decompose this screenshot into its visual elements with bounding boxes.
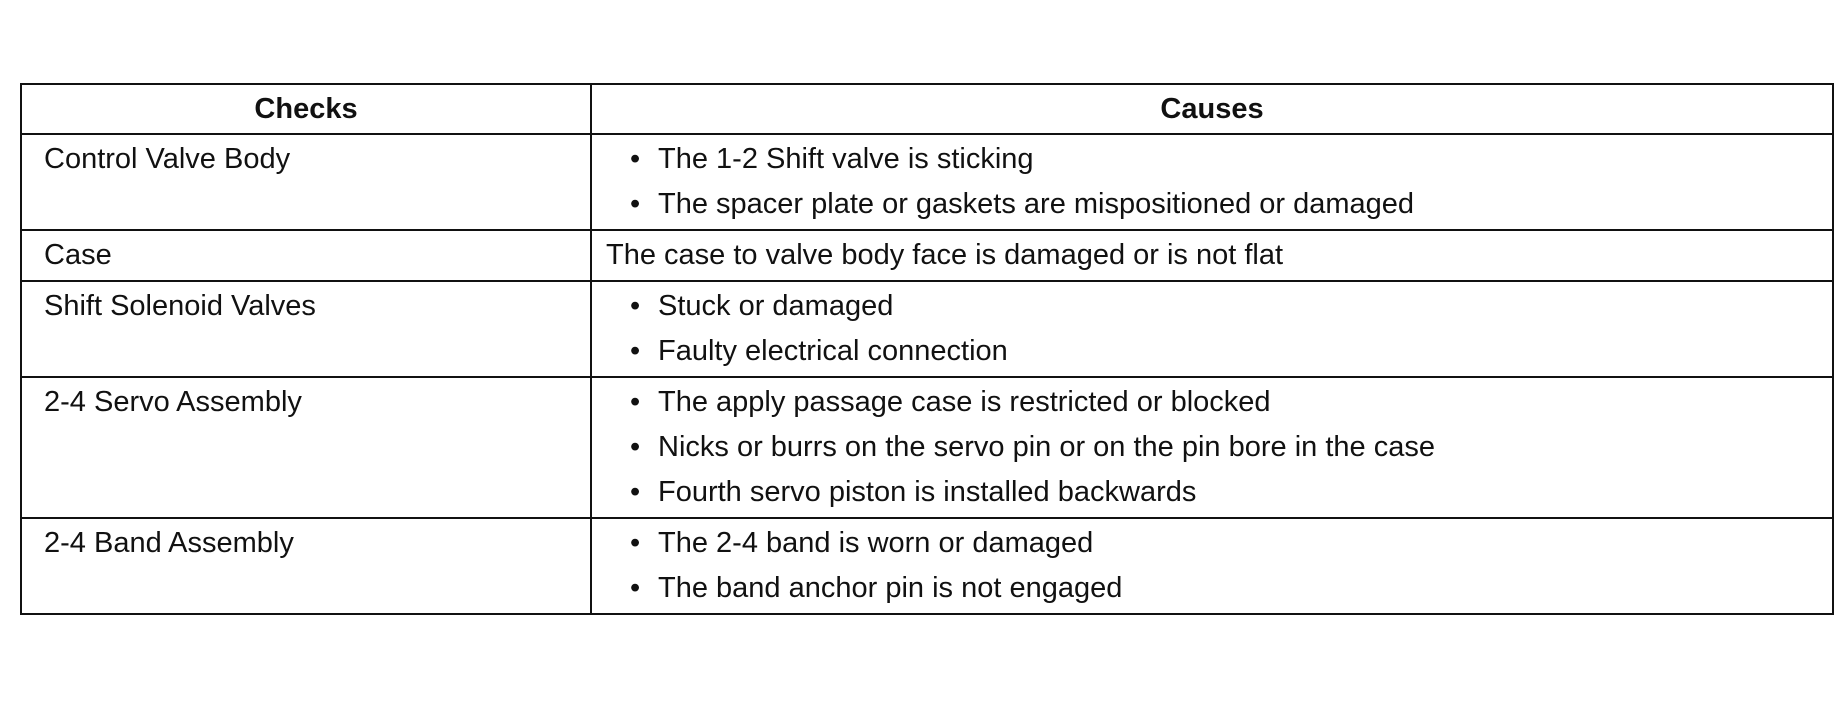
causes-cell <box>591 518 1833 614</box>
check-cell: Shift Solenoid Valves <box>21 281 591 377</box>
check-cell: 2-4 Servo Assembly <box>21 377 591 518</box>
causes-column-header: Causes <box>591 84 1833 134</box>
cause-item: • Fourth servo piston is installed backwards <box>628 470 1820 515</box>
header-row <box>21 84 1833 134</box>
table-row <box>21 230 1833 281</box>
cause-list <box>606 380 1820 515</box>
cause-item: • Nicks or burrs on the servo pin or on the pin bore in the case <box>628 425 1820 470</box>
cause-item: • Stuck or damaged <box>628 284 1820 329</box>
check-cell: Control Valve Body <box>21 134 591 230</box>
cause-item: • The 1-2 Shift valve is sticking <box>628 137 1820 182</box>
cause-list <box>606 137 1820 227</box>
diagnosis-table <box>20 83 1834 615</box>
cause-item: • The 2-4 band is worn or damaged <box>628 521 1820 566</box>
cause-item: • The band anchor pin is not engaged <box>628 566 1820 611</box>
cause-item: • Faulty electrical connection <box>628 329 1820 374</box>
cause-list <box>606 521 1820 611</box>
cause-item: • The spacer plate or gaskets are mispositioned or damaged <box>628 182 1820 227</box>
checks-column-header: Checks <box>21 84 591 134</box>
causes-cell <box>591 377 1833 518</box>
cause-text: The case to valve body face is damaged or is not flat <box>606 239 1284 271</box>
table-row <box>21 518 1833 614</box>
causes-cell <box>591 134 1833 230</box>
table-row <box>21 134 1833 230</box>
cause-list <box>606 284 1820 374</box>
table-row <box>21 281 1833 377</box>
check-cell: Case <box>21 230 591 281</box>
causes-cell <box>591 281 1833 377</box>
table-row <box>21 377 1833 518</box>
cause-item: • The apply passage case is restricted or blocked <box>628 380 1820 425</box>
causes-cell <box>591 230 1833 281</box>
check-cell: 2-4 Band Assembly <box>21 518 591 614</box>
